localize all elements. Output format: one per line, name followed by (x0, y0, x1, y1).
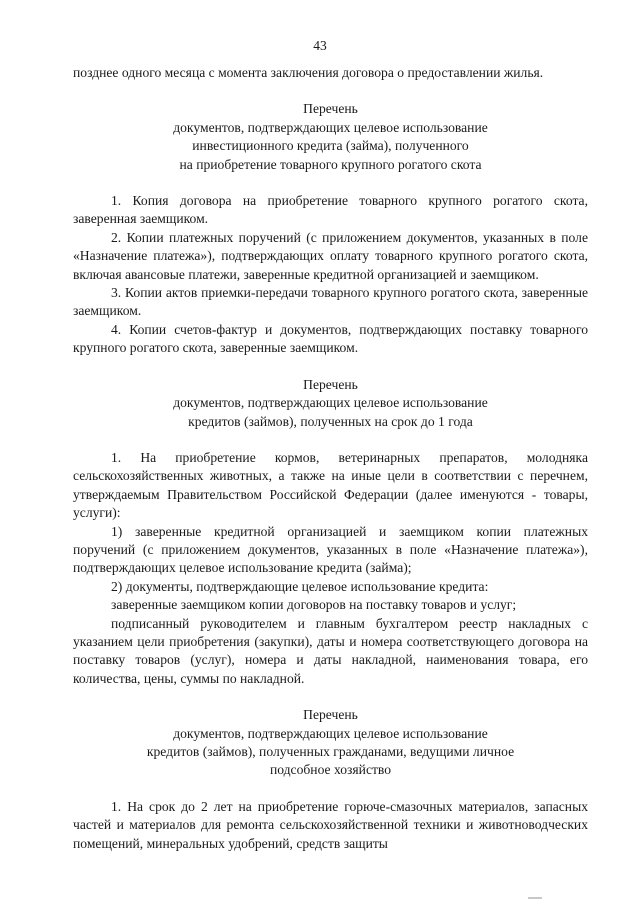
list-item: 1) заверенные кредитной организацией и заемщиком копии платежных поручений (с приложением документов, указанных в поле «Назначение платежа»), подтверждающих целевое использование кредита (займа); (73, 523, 588, 576)
section-subtitle-line: на приобретение товарного крупного рогатого скота (179, 156, 482, 172)
list-item: 2) документы, подтверждающие целевое использование кредита: (111, 578, 489, 594)
document-body (73, 64, 588, 853)
section-subtitle-line: инвестиционного кредита (займа), полученного (192, 138, 469, 154)
list-item: 4. Копии счетов-фактур и документов, подтверждающих поставку товарного крупного рогатого скота, заверенные заемщиком. (73, 321, 588, 356)
page-number: 43 (313, 38, 327, 53)
section-subtitle-line: подсобное хозяйство (269, 762, 392, 778)
list-item: 1. Копия договора на приобретение товарного крупного рогатого скота, заверенная заемщиком. (73, 193, 588, 227)
section-subtitle-line: документов, подтверждающих целевое использование (173, 395, 488, 411)
section-subtitle-line: документов, подтверждающих целевое использование (173, 725, 488, 741)
section-investment-credit (73, 100, 588, 357)
scan-artifact (528, 897, 542, 899)
intro-paragraph: позднее одного месяца с момента заключения договора о предоставлении жилья. (73, 65, 544, 80)
list-item: 3. Копии актов приемки-передачи товарного крупного рогатого скота, заверенные заемщиком. (73, 285, 588, 319)
section-title: Перечень (303, 101, 358, 117)
list-item: подписанный руководителем и главным бухгалтером реестр накладных с указанием цели приобретения (закупки), даты и номера соответствующего договора на поставку товаров (услуг), номера и даты накладной, наименования товара, его количества, цены, суммы по накладной. (73, 615, 588, 686)
section-title: Перечень (303, 707, 358, 723)
list-item: 2. Копии платежных поручений (с приложением документов, указанных в поле «Назначение платежа»), подтверждающих оплату товарного крупного рогатого скота, включая авансовые платежи, заверенные кредитной организацией и заемщиком. (73, 229, 588, 282)
section-subtitle-line: кредитов (займов), полученных на срок до 1 года (188, 413, 473, 429)
list-item: 1. На приобретение кормов, ветеринарных препаратов, молодняка сельскохозяйственных животных, а также на иные цели в соответствии с перечнем, утверждаемым Правительством Российской Федерации (далее именуются - товары, услуги): (73, 449, 588, 521)
section-household-credit (73, 706, 588, 853)
list-item: 1. На срок до 2 лет на приобретение горюче-смазочных материалов, запасных частей и материалов для ремонта сельскохозяйственной техники и животноводческих помещений, минеральных удобрений, средств защиты (73, 798, 588, 851)
list-item: заверенные заемщиком копии договоров на поставку товаров и услуг; (111, 597, 517, 613)
section-title: Перечень (303, 376, 358, 392)
section-short-term-credit (73, 376, 588, 689)
section-subtitle-line: документов, подтверждающих целевое использование (173, 119, 488, 135)
section-subtitle-line: кредитов (займов), полученных гражданами, ведущими личное (146, 744, 515, 759)
